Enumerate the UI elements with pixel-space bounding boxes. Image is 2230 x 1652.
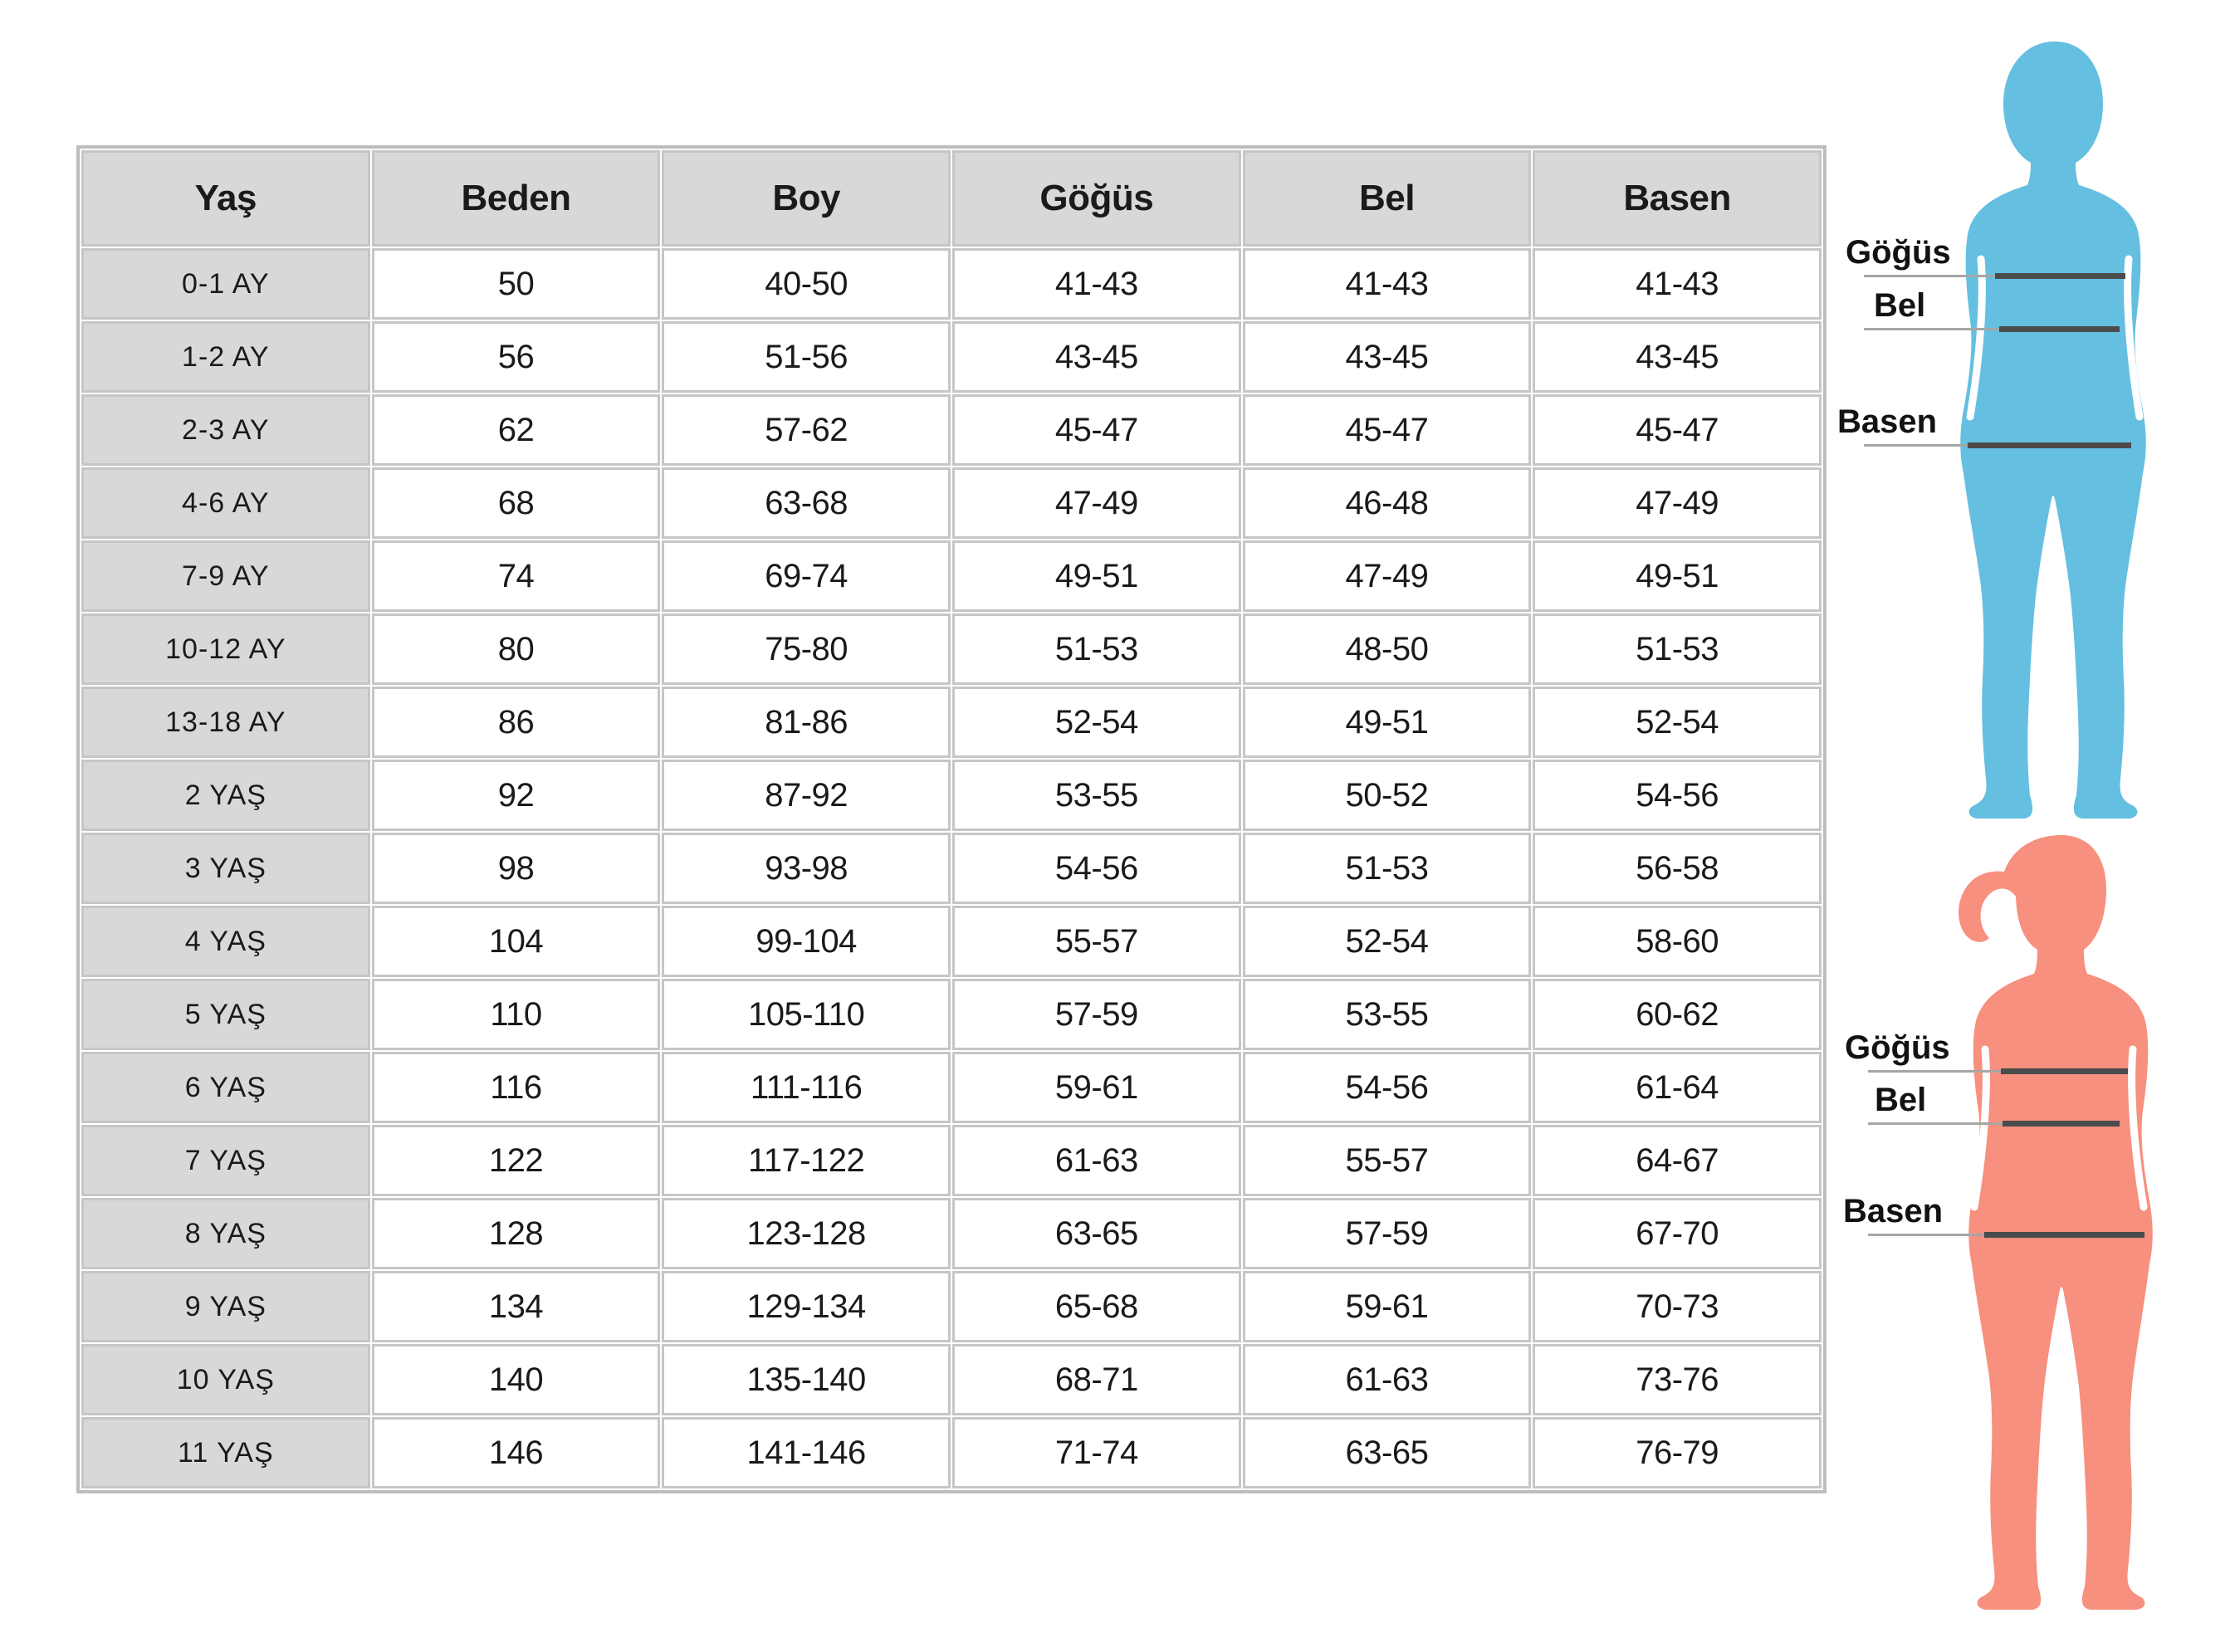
value-cell: 111-116 [662,1052,951,1123]
boy-hip-label: Basen [1837,403,1938,440]
measure-line-thick [1999,326,2120,332]
boy-hip-line [1864,442,2131,449]
size-table-body [81,248,1822,1488]
girl-silhouette-icon [1934,828,2184,1652]
header-gogus: Göğüs [952,150,1241,247]
boy-chest-line [1864,272,2125,280]
table-row [81,1125,1822,1196]
value-cell: 43-45 [952,321,1241,393]
age-cell: 1-2 AY [81,321,370,393]
table-row [81,1271,1822,1342]
value-cell: 92 [372,760,661,831]
value-cell: 53-55 [1243,979,1532,1050]
boy-waist-label: Bel [1874,287,1926,324]
measure-line-thick [2003,1121,2120,1127]
age-cell: 3 YAŞ [81,833,370,904]
age-cell: 11 YAŞ [81,1417,370,1488]
table-row [81,760,1822,831]
value-cell: 45-47 [1243,394,1532,466]
value-cell: 51-53 [1533,613,1822,685]
value-cell: 49-51 [952,540,1241,612]
table-row [81,1052,1822,1123]
girl-hip-measure [1840,1193,2144,1239]
age-cell: 5 YAŞ [81,979,370,1050]
value-cell: 67-70 [1533,1198,1822,1269]
value-cell: 135-140 [662,1344,951,1415]
value-cell: 61-63 [1243,1344,1532,1415]
measure-line-thick [1968,442,2131,448]
value-cell: 116 [372,1052,661,1123]
header-row [81,150,1822,247]
value-cell: 117-122 [662,1125,951,1196]
value-cell: 51-53 [952,613,1241,685]
age-cell: 10-12 AY [81,613,370,685]
measure-line-thin [1868,1234,1984,1236]
value-cell: 141-146 [662,1417,951,1488]
value-cell: 57-59 [1243,1198,1532,1269]
measure-line-thin [1864,444,1968,447]
boy-waist-measure [1839,287,2120,333]
girl-waist-measure [1840,1082,2120,1127]
measure-line-thick [2001,1068,2128,1074]
value-cell: 59-61 [952,1052,1241,1123]
value-cell: 123-128 [662,1198,951,1269]
table-row [81,687,1822,758]
age-cell: 7 YAŞ [81,1125,370,1196]
age-cell: 13-18 AY [81,687,370,758]
table-row [81,1344,1822,1415]
boy-chest-label: Göğüs [1846,234,1951,271]
age-cell: 2 YAŞ [81,760,370,831]
girl-waist-line [1868,1120,2120,1127]
measure-line-thick [1984,1232,2144,1238]
value-cell: 68-71 [952,1344,1241,1415]
header-yas: Yaş [81,150,370,247]
value-cell: 47-49 [1533,467,1822,539]
value-cell: 59-61 [1243,1271,1532,1342]
value-cell: 50 [372,248,661,320]
girl-hip-label: Basen [1843,1193,1944,1229]
age-cell: 10 YAŞ [81,1344,370,1415]
header-boy: Boy [662,150,951,247]
value-cell: 52-54 [1533,687,1822,758]
girl-figure [1934,828,2184,1652]
table-row [81,321,1822,393]
value-cell: 47-49 [952,467,1241,539]
value-cell: 64-67 [1533,1125,1822,1196]
value-cell: 140 [372,1344,661,1415]
value-cell: 63-65 [952,1198,1241,1269]
table-row [81,248,1822,320]
measure-line-thick [1995,273,2125,279]
value-cell: 41-43 [1243,248,1532,320]
value-cell: 56-58 [1533,833,1822,904]
value-cell: 45-47 [952,394,1241,466]
value-cell: 45-47 [1533,394,1822,466]
table-row [81,467,1822,539]
value-cell: 51-56 [662,321,951,393]
age-cell: 4-6 AY [81,467,370,539]
value-cell: 40-50 [662,248,951,320]
table-row [81,979,1822,1050]
value-cell: 46-48 [1243,467,1532,539]
size-table [80,149,1823,1490]
measure-line-thin [1868,1122,2003,1125]
value-cell: 41-43 [1533,248,1822,320]
measure-line-thin [1868,1070,2001,1073]
table-row [81,1417,1822,1488]
age-cell: 8 YAŞ [81,1198,370,1269]
age-cell: 6 YAŞ [81,1052,370,1123]
table-row [81,394,1822,466]
value-cell: 146 [372,1417,661,1488]
age-cell: 7-9 AY [81,540,370,612]
value-cell: 52-54 [952,687,1241,758]
header-bel: Bel [1243,150,1532,247]
girl-chest-label: Göğüs [1845,1029,1950,1066]
girl-chest-line [1868,1068,2128,1075]
value-cell: 81-86 [662,687,951,758]
age-cell: 0-1 AY [81,248,370,320]
value-cell: 104 [372,906,661,977]
measure-line-thin [1864,275,1995,277]
value-cell: 58-60 [1533,906,1822,977]
value-cell: 68 [372,467,661,539]
value-cell: 134 [372,1271,661,1342]
value-cell: 74 [372,540,661,612]
boy-hip-measure [1836,403,2131,449]
value-cell: 50-52 [1243,760,1532,831]
age-cell: 2-3 AY [81,394,370,466]
value-cell: 122 [372,1125,661,1196]
table-row [81,613,1822,685]
value-cell: 71-74 [952,1417,1241,1488]
value-cell: 55-57 [1243,1125,1532,1196]
table-row [81,540,1822,612]
value-cell: 73-76 [1533,1344,1822,1415]
value-cell: 128 [372,1198,661,1269]
value-cell: 105-110 [662,979,951,1050]
value-cell: 61-63 [952,1125,1241,1196]
value-cell: 61-64 [1533,1052,1822,1123]
value-cell: 87-92 [662,760,951,831]
value-cell: 55-57 [952,906,1241,977]
value-cell: 65-68 [952,1271,1241,1342]
table-row [81,833,1822,904]
value-cell: 43-45 [1533,321,1822,393]
value-cell: 110 [372,979,661,1050]
value-cell: 54-56 [952,833,1241,904]
value-cell: 99-104 [662,906,951,977]
value-cell: 51-53 [1243,833,1532,904]
value-cell: 56 [372,321,661,393]
value-cell: 129-134 [662,1271,951,1342]
value-cell: 63-65 [1243,1417,1532,1488]
value-cell: 41-43 [952,248,1241,320]
value-cell: 98 [372,833,661,904]
measure-line-thin [1864,328,1999,330]
value-cell: 57-59 [952,979,1241,1050]
value-cell: 76-79 [1533,1417,1822,1488]
value-cell: 86 [372,687,661,758]
value-cell: 49-51 [1533,540,1822,612]
age-cell: 4 YAŞ [81,906,370,977]
value-cell: 48-50 [1243,613,1532,685]
value-cell: 80 [372,613,661,685]
boy-chest-measure [1839,234,2125,280]
value-cell: 57-62 [662,394,951,466]
header-basen: Basen [1533,150,1822,247]
value-cell: 70-73 [1533,1271,1822,1342]
value-cell: 63-68 [662,467,951,539]
value-cell: 62 [372,394,661,466]
value-cell: 60-62 [1533,979,1822,1050]
value-cell: 93-98 [662,833,951,904]
girl-chest-measure [1840,1029,2128,1075]
value-cell: 54-56 [1243,1052,1532,1123]
value-cell: 69-74 [662,540,951,612]
age-cell: 9 YAŞ [81,1271,370,1342]
value-cell: 47-49 [1243,540,1532,612]
value-cell: 43-45 [1243,321,1532,393]
value-cell: 49-51 [1243,687,1532,758]
value-cell: 75-80 [662,613,951,685]
value-cell: 54-56 [1533,760,1822,831]
girl-waist-label: Bel [1875,1082,1927,1118]
table-row [81,1198,1822,1269]
size-table-wrap [76,145,1827,1493]
value-cell: 53-55 [952,760,1241,831]
value-cell: 52-54 [1243,906,1532,977]
boy-waist-line [1864,325,2120,333]
table-row [81,906,1822,977]
girl-hip-line [1868,1231,2144,1239]
header-beden: Beden [372,150,661,247]
